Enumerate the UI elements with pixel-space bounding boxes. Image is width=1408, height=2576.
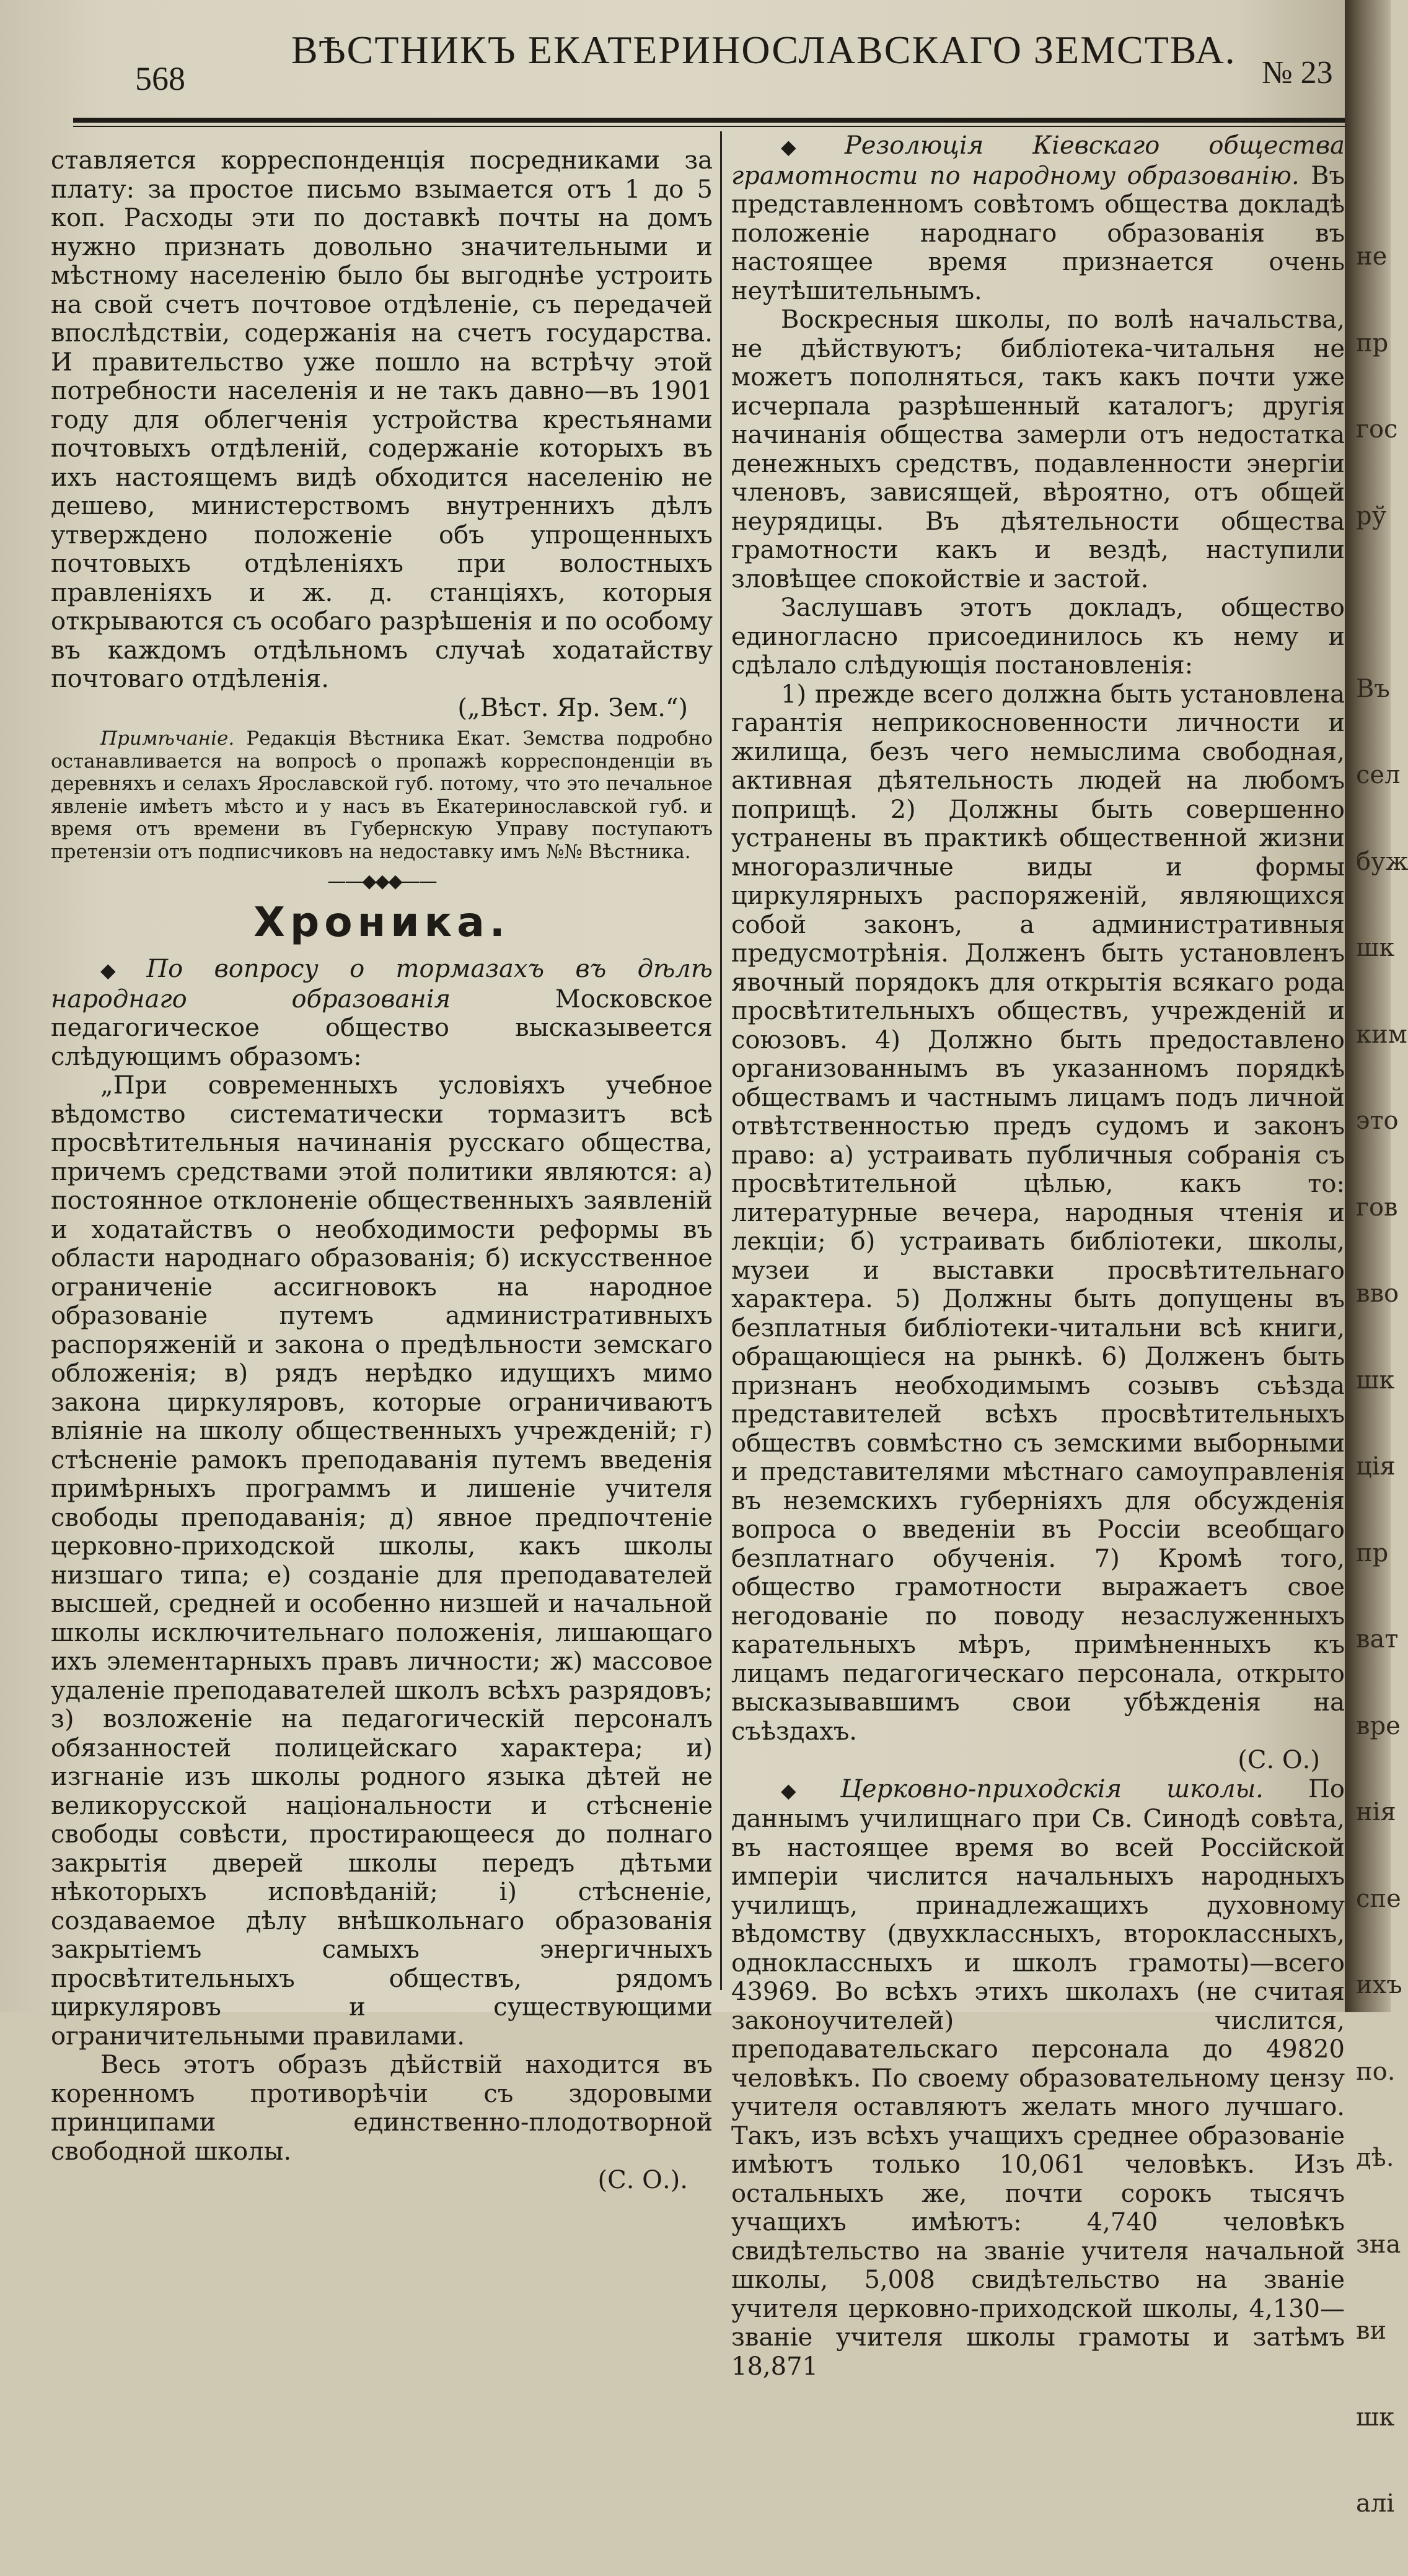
article-kiev-resolution-p1: Въ представленномъ совѣтомъ общества докладѣ положеніе народнаго образованія въ настоящее время признается очень неутѣшительнымъ.	[731, 161, 1345, 305]
diamond-bullet-icon: ◆	[781, 1778, 834, 1802]
next-page-lines	[1356, 185, 1408, 2576]
next-page-line: ихъ	[1356, 1971, 1402, 1999]
editorial-note-label: Примѣчаніе.	[100, 727, 235, 750]
diamond-bullet-icon: ◆	[100, 958, 139, 982]
next-page-line: не	[1356, 242, 1388, 271]
article-parish-schools-lead: Церковно-приходскія школы.	[840, 1774, 1264, 1803]
next-page-line: рў	[1356, 501, 1387, 530]
next-page-line: алі	[1356, 2489, 1395, 2518]
page-header	[0, 0, 1345, 124]
next-page-line: шк	[1356, 934, 1395, 962]
next-page-line: сел	[1356, 761, 1401, 789]
next-page-line: ким	[1356, 1020, 1407, 1049]
article-education-brakes-lead: По вопросу о тормазахъ въ дѣлѣ народнаго образованія	[51, 955, 713, 1014]
next-page-line: шк	[1356, 1365, 1395, 1395]
next-page-line: буж	[1356, 847, 1408, 876]
article-education-brakes-conclusion: Весь этотъ образъ дѣйствій находится въ коренномъ противорѣчіи съ здоровыми принципами единственно-плодотворной свободной школы.	[51, 2051, 713, 2166]
next-page-line: дѣ.	[1356, 2144, 1394, 2172]
continued-article-source: („Вѣст. Яр. Зем.“)	[457, 693, 688, 722]
right-column	[731, 131, 1345, 2381]
issue-number: № 23	[1262, 55, 1333, 90]
article-kiev-resolution-lead: Резолюція Кіевскаго общества грамотности по народному образованію.	[731, 131, 1345, 190]
editorial-note	[51, 727, 713, 863]
article-education-brakes-source: (С. О.).	[597, 2166, 688, 2194]
next-page-line: пр	[1356, 328, 1389, 357]
next-page-line: гов	[1356, 1193, 1398, 1222]
next-page-line: по.	[1356, 2057, 1396, 2086]
next-page-line: Въ	[1356, 674, 1390, 703]
next-page-line: вре	[1356, 1711, 1401, 1740]
continued-article-text: ставляется корреспонденція посредниками за плату: за простое письмо взымается отъ 1 до 5 коп. Расходы эти по доставкѣ почты на домъ нужно признать довольно значительными и мѣстному населенію было бы выгоднѣе устроить на свой счетъ почтовое отдѣленіе, съ передачей впослѣдствіи, содержанія на счетъ государства. И правительство уже пошло на встрѣчу этой потребности населенія и не такъ давно—въ 1901 году для облегченія устройства крестьянами почтовыхъ отдѣленій, содержаніе которыхъ въ ихъ настоящемъ видѣ обходится населенію не дешево, министерствомъ внутреннихъ дѣлъ утверждено положеніе объ упрощенныхъ почтовыхъ отдѣленіяхъ при волостныхъ правленіяхъ и ж. д. станціяхъ, которыя открываются съ особаго разрѣшенія и по особому въ каждомъ отдѣльномъ случаѣ ходатайству почтоваго отдѣленія.	[51, 146, 713, 693]
next-page-line	[1356, 588, 1408, 617]
next-page-line: нія	[1356, 1798, 1396, 1826]
article-education-brakes-intro: Московское педагогическое общество высказывеется слѣдующимъ образомъ:	[51, 984, 713, 1071]
section-ornament: ——◆◆◆——	[327, 870, 436, 892]
article-kiev-resolution-p3: Заслушавъ этотъ докладъ, общество единогласно присоединилось къ нему и сдѣлало слѣдующія постановленія:	[731, 594, 1345, 680]
article-education-brakes-quote: „При современныхъ условіяхъ учебное вѣдомство систематически тормазитъ всѣ просвѣтительныя начинанія русскаго общества, причемъ средствами этой политики являются: а) постоянное отклоненіе общественныхъ заявленій и ходатайствъ о необходимости реформы въ области народнаго образованія; б) искусственное ограниченіе ассигновокъ на народное образованіе путемъ административныхъ распоряженій и закона о предѣльности земскаго обложенія; в) рядъ нерѣдко идущихъ мимо закона циркуляровъ, которые ограничиваютъ вліяніе на школу общественныхъ учрежденій; г) стѣсненіе рамокъ преподаванія путемъ введенія примѣрныхъ программъ и лишеніе учителя свободы преподаванія; д) явное предпочтеніе церковно-приходской школы, какъ школы низшаго типа; е) созданіе для преподавателей высшей, средней и особенно низшей и начальной школы исключительнаго положенія, лишающаго ихъ элементарныхъ правъ личности; ж) массовое удаленіе преподавателей школъ всѣхъ разрядовъ; з) возложеніе на педагогическій персоналъ обязанностей полицейскаго характера; и) изгнаніе изъ школы родного языка дѣтей не великорусской національности и стѣсненіе свободы совѣсти, простирающееся до полнаго закрытія дверей школы передъ дѣтьми нѣкоторыхъ исповѣданій; і) стѣсненіе, создаваемое дѣлу внѣшкольнаго образованія закрытіемъ самыхъ энергичныхъ просвѣтительныхъ обществъ, рядомъ циркуляровъ и существующими ограничительными правилами.	[51, 1071, 713, 2051]
next-page-fragment	[1351, 0, 1408, 2518]
section-title: Хроника.	[253, 898, 510, 946]
column-divider	[720, 131, 722, 1990]
next-page-line: гос	[1356, 415, 1398, 444]
next-page-line: пр	[1356, 1538, 1389, 1567]
article-kiev-resolution-source: (С. О.)	[1238, 1746, 1320, 1774]
next-page-line: вво	[1356, 1279, 1399, 1308]
article-kiev-resolution	[731, 131, 1345, 305]
next-page-line: ват	[1356, 1625, 1399, 1654]
next-page-line: спе	[1356, 1884, 1401, 1913]
journal-title: ВѢСТНИКЪ ЕКАТЕРИНОСЛАВСКАГО ЗЕМСТВА.	[291, 28, 1236, 72]
editorial-note-text: Редакція Вѣстника Екат. Земства подробно останавливается на вопросѣ о пропажѣ корреспонденціи въ деревняхъ и селахъ Ярославской губ. потому, что это печальное явленіе имѣетъ мѣсто и у насъ въ Екатеринославской губ. и время отъ времени въ Губернскую Управу поступаютъ претензіи отъ подписчиковъ на недоставку имъ №№ Вѣстника.	[51, 727, 713, 863]
article-parish-schools-text: По даннымъ училищнаго при Св. Синодѣ совѣта, въ настоящее время во всей Россійской имперіи числится начальныхъ народныхъ училищъ, принадлежащихъ духовному вѣдомству (двухклассныхъ, второклассныхъ, одноклассныхъ и школъ грамоты)—всего 43969. Во всѣхъ этихъ школахъ (не считая законоучителей) числится, преподавательскаго персонала до 49820 человѣкъ. По своему образовательному цензу учителя оставляютъ желать много лучшаго. Такъ, изъ всѣхъ учащихъ среднее образованіе имѣютъ только 10,061 человѣкъ. Изъ остальныхъ же, почти сорокъ тысячъ учащихъ имѣютъ: 4,740 человѣкъ свидѣтельство на званіе учителя начальной школы, 5,008 свидѣтельство на званіе учителя церковно-приходской школы, 4,130—званіе учителя школы грамоты и затѣмъ 18,871	[731, 1774, 1345, 2381]
article-kiev-resolution-p4: 1) прежде всего должна быть установлена гарантія неприкосновенности личности и жилища, безъ чего немыслима свободная, активная дѣятельность людей на любомъ поприщѣ. 2) Должны быть совершенно устранены въ практикѣ общественной жизни многоразличные виды и формы циркулярныхъ распоряженій, являющихся собой законъ, а административныя предусмотрѣнія. Долженъ быть установленъ явочный порядокъ для открытія всякаго рода просвѣтительныхъ обществъ, учрежденій и союзовъ. 4) Должно быть предоставлено организованнымъ въ указанномъ порядкѣ обществамъ и частнымъ лицамъ подъ личной отвѣтственностью предъ судомъ и законъ право: а) устраивать публичныя собранія съ просвѣтительной цѣлью, какъ то: литературные вечера, народныя чтенія и лекціи; б) устраивать библіотеки, школы, музеи и выставки просвѣтительнаго характера. 5) Должны быть допущены въ безплатныя библіотеки-читальни всѣ книги, обращающіеся на рынкѣ. 6) Долженъ быть признанъ необходимымъ созывъ съѣзда представителей всѣхъ просвѣтительныхъ обществъ совмѣстно съ земскими выборными и представителями мѣстнаго самоуправленія въ неземскихъ губерніяхъ для обсужденія вопроса о введеніи въ Россіи всеобщаго безплатнаго обученія. 7) Кромѣ того, общество грамотности выражаетъ свое негодованіе по поводу незаслуженныхъ карательныхъ мѣръ, примѣненныхъ къ лицамъ педагогическаго персонала, открыто высказывавшимъ свои убѣжденія на съѣздахъ.	[731, 680, 1345, 1746]
next-page-line: ція	[1356, 1452, 1396, 1481]
next-page-line: это	[1356, 1106, 1399, 1135]
next-page-line: шк	[1356, 2403, 1395, 2432]
article-kiev-resolution-p2: Воскресныя школы, по волѣ начальства, не дѣйствуютъ; библіотека-читальня не можетъ пополняться, такъ какъ почти уже исчерпала разрѣшенный каталогъ; другія начинанія общества замерли отъ недостатка денежныхъ средствъ, подавленности энергіи членовъ, зависящей, вѣроятно, отъ общей неурядицы. Въ дѣятельности общества грамотности какъ и вездѣ, наступили зловѣщее спокойствіе и застой.	[731, 305, 1345, 594]
left-column	[51, 146, 713, 2194]
next-page-line: ви	[1356, 2316, 1387, 2345]
header-rule-thin	[73, 126, 1345, 127]
header-rule-thick	[73, 118, 1345, 123]
page-number: 568	[135, 60, 185, 97]
article-parish-schools	[731, 1775, 1345, 2381]
article-education-brakes	[51, 955, 713, 1071]
next-page-line: зна	[1356, 2230, 1401, 2259]
diamond-bullet-icon: ◆	[781, 135, 837, 159]
